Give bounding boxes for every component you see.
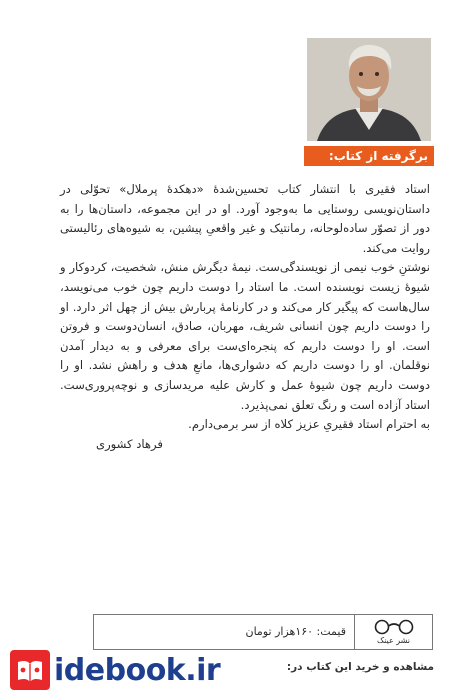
- signature-line: به احترام استاد فقیریِ عزیز کلاه از سر برمی‌دارم.: [188, 417, 430, 432]
- book-excerpt: [60, 180, 430, 454]
- signature-name: فرهاد کشوری: [96, 436, 163, 451]
- excerpt-paragraph: نوشتنِ خوب نیمی از نویسندگی‌ست. نیمهٔ دیگرش منش، شخصیت، کردوکار و شیوهٔ زیست نویسنده است. ما استاد را دوست داریم چون خوب می‌نویسد، سال‌هاست که پیگیر کار می‌کند و در کارنامهٔ پربارش بیش از چهل اثر دارد. او را دوست داریم چون انسانی شریف، مهربان، صادق، انسان‌دوست و فروتن است. او را دوست داریم که پنجره‌ای‌ست برای معرفی و به دیدار آمدن نوقلمان. او را دوست داریم که دشواری‌ها، مانعِ هدف و راهش نشد. او را دوست داریم چون شیوهٔ عمل و کارش علیه مریدسازی و نوچه‌پروری‌ست. استاد آزاده است و رنگ تعلق نمی‌پذیرد.: [60, 260, 430, 412]
- site-logo[interactable]: [10, 650, 221, 694]
- publisher-name: نشر عینک: [376, 635, 411, 645]
- book-icon: [10, 650, 50, 690]
- author-photo: [307, 38, 431, 141]
- price-label: قیمت: ۱۶۰هزار تومان: [245, 625, 346, 638]
- price-box: [93, 614, 433, 650]
- section-label: برگرفته از کتاب:: [304, 146, 434, 166]
- author-portrait-icon: [307, 38, 431, 141]
- purchase-note: مشاهده و خرید این کتاب در:: [286, 661, 434, 673]
- excerpt-paragraph: استاد فقیری با انتشار کتاب تحسین‌شدهٔ «دهکدهٔ پرملال» تحوّلی در داستان‌نویسی روستایی ما به‌وجود آورد. او در این مجموعه، داستان‌ها را به دور از تصوّر ساده‌لوحانه، رمانتیک و غیر واقعیِ پیشین، به شیوه‌های رئالیستی روایت می‌کند.: [60, 182, 430, 255]
- site-name: idebook.ir: [54, 653, 221, 688]
- publisher-logo: [354, 615, 432, 649]
- glasses-icon: [371, 619, 417, 635]
